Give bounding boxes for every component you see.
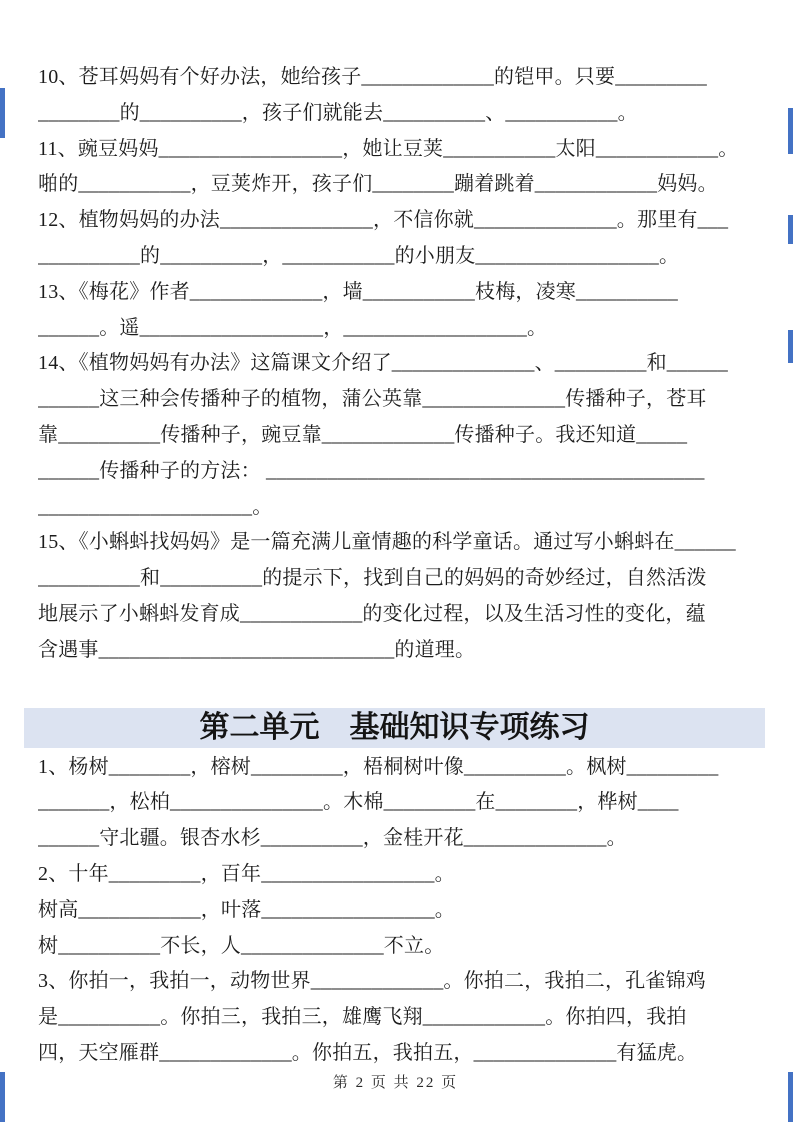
- exercise-line-q14-4: ______传播种子的方法： ___________________________________________: [38, 459, 705, 482]
- exercise-line-s2q2-3: 树__________不长，人______________不立。: [38, 934, 445, 957]
- exercise-line-q15-3: 地展示了小蝌蚪发育成____________的变化过程，以及生活习性的变化，蕴: [38, 602, 706, 625]
- exercise-line-q14-2: ______这三种会传播种子的植物，蒲公英靠______________传播种子，苍耳: [38, 388, 707, 411]
- exercise-line-s2q2-2: 树高____________，叶落_________________。: [38, 898, 455, 921]
- exercise-line-q13-1: 13、《梅花》作者_____________，墙___________枝梅，凌寒__________: [38, 280, 678, 303]
- section-header: 第二单元 基础知识专项练习: [24, 708, 765, 748]
- exercise-line-q15-4: 含遇事_____________________________的道理。: [38, 638, 476, 661]
- exercise-line-s2q3-2: 是__________。你拍三，我拍三，雄鹰飞翔____________。你拍四，我拍: [38, 1006, 687, 1029]
- exercise-line-s2q3-3: 四，天空雁群_____________。你拍五，我拍五，______________有猛虎。: [38, 1041, 698, 1064]
- exercise-line-q10-1: 10、苍耳妈妈有个好办法，她给孩子_____________的铠甲。只要_________: [38, 66, 707, 88]
- exercise-line-q15-1: 15、《小蝌蚪找妈妈》是一篇充满儿童情趣的科学童话。通过写小蝌蚪在______: [38, 531, 736, 554]
- exercise-line-s2q3-1: 3、你拍一，我拍一，动物世界_____________。你拍二，我拍二，孔雀锦鸡: [38, 970, 706, 993]
- exercise-line-q12-2: __________的__________，___________的小朋友__________________。: [38, 244, 680, 267]
- exercise-line-q12-1: 12、植物妈妈的办法_______________，不信你就______________。那里有___: [38, 209, 729, 232]
- exercise-line-s2q1-1: 1、杨树________，榕树_________，梧桐树叶像__________。枫树_________: [38, 755, 719, 778]
- page-footer: 第 2 页 共 22 页: [332, 1074, 459, 1091]
- exercise-line-s2q1-3: ______守北疆。银杏水杉__________，金桂开花______________。: [38, 827, 627, 850]
- exercise-line-q14-1: 14、《植物妈妈有办法》这篇课文介绍了______________、_________和______: [38, 352, 728, 375]
- exercise-line-s2q2-1: 2、十年_________，百年_________________。: [38, 862, 455, 885]
- exercise-line-q13-2: ______。遥__________________，__________________。: [38, 316, 548, 339]
- exercise-line-q14-3: 靠__________传播种子，豌豆靠_____________传播种子。我还知道_____: [38, 423, 688, 446]
- exercise-line-q14-5: _____________________。: [38, 495, 273, 518]
- exercise-line-q10-2: ________的__________，孩子们就能去__________、___________。: [38, 101, 638, 124]
- exercise-line-q11-1: 11、豌豆妈妈__________________，她让豆荚___________太阳____________。: [38, 137, 739, 160]
- exercise-line-s2q1-2: _______，松柏_______________。木棉_________在________，桦树____: [38, 791, 679, 814]
- exercise-line-q11-2: 啪的___________，豆荚炸开，孩子们________蹦着跳着____________妈妈。: [38, 173, 718, 196]
- exercise-line-q15-2: __________和__________的提示下，找到自己的妈妈的奇妙经过，自然活泼: [38, 567, 707, 590]
